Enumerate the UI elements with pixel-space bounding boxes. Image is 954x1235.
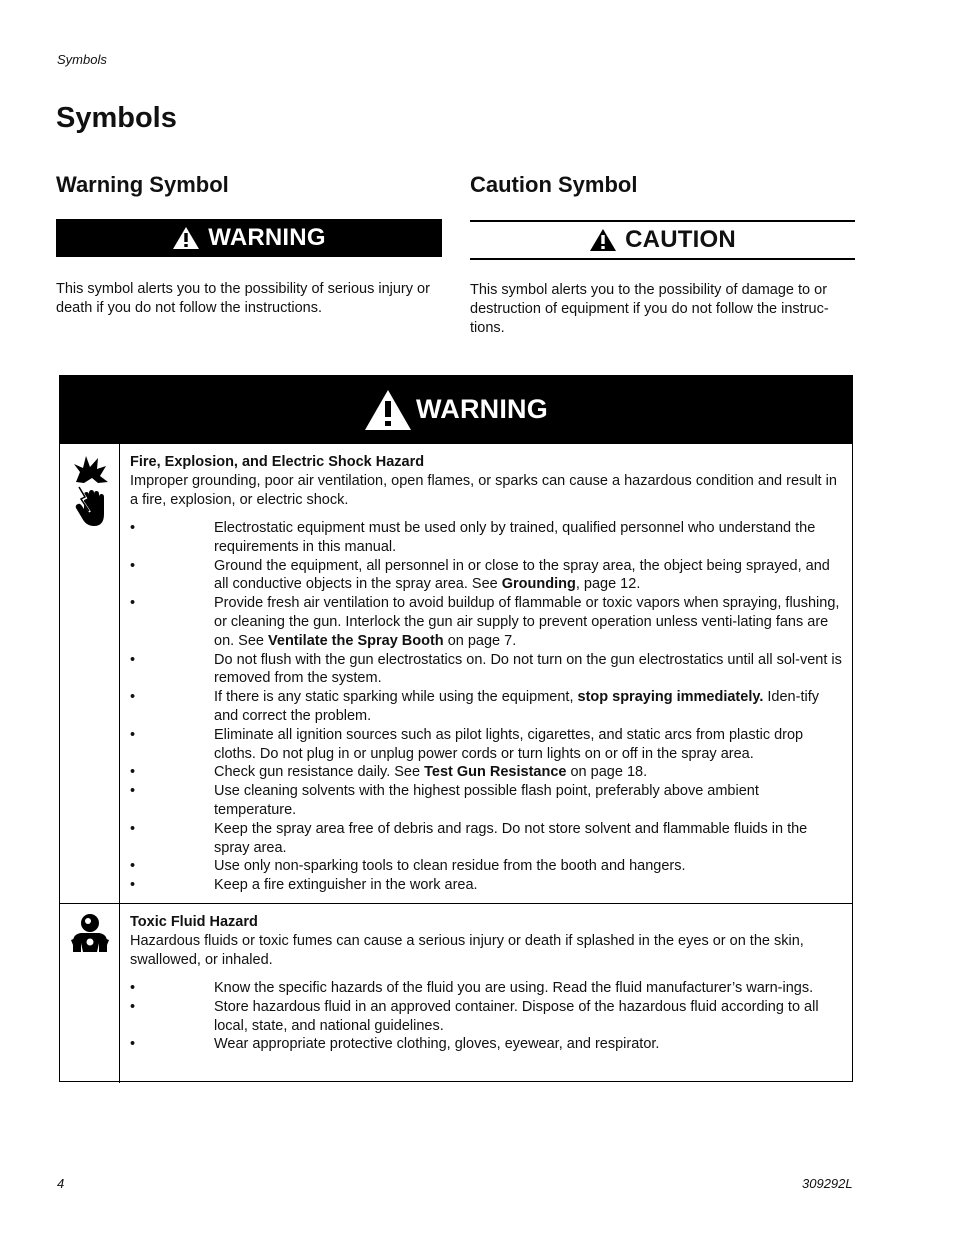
- caution-banner: [470, 220, 855, 260]
- bullet-text: Use only non-sparking tools to clean residue from the booth and hangers.: [214, 858, 686, 875]
- bullet-marker: •: [130, 877, 136, 894]
- caution-symbol-description: This symbol alerts you to the possibility of damage to or destruction of equipment if you do not follow the instruc-tions.: [470, 282, 829, 336]
- bullet-text: Keep the spray area free of debris and rags. Do not store solvent and flammable fluids in the spray area.: [214, 820, 808, 856]
- bullet-marker: •: [130, 998, 136, 1015]
- bullet-marker: •: [130, 1036, 136, 1053]
- bullet-text: Wear appropriate protective clothing, gloves, eyewear, and respirator.: [214, 1036, 660, 1053]
- page-number: 4: [57, 1176, 65, 1191]
- bullet-text: Use cleaning solvents with the highest possible flash point, preferably above ambient temperature.: [214, 783, 759, 818]
- hazard-icon-cell: [60, 444, 120, 903]
- bullet-text: Know the specific hazards of the fluid you are using. Read the fluid manufacturer’s warn-ings.: [214, 980, 814, 996]
- bullet-text: Provide fresh air ventilation to avoid buildup of flammable or toxic vapors when spraying, flushing, or cleaning the gun. Interlock the gun air supply to prevent operation unless venti-lating fans are on. See: [214, 595, 840, 649]
- bullet-marker: •: [130, 689, 136, 706]
- bullet-text: Keep a fire extinguisher in the work area.: [214, 877, 478, 894]
- bullet-marker: •: [130, 557, 136, 574]
- hazard-title: Toxic Fluid Hazard: [130, 914, 258, 930]
- warning-banner-label: WARNING: [208, 224, 326, 251]
- bullet-text: Store hazardous fluid in an approved container. Dispose of the hazardous fluid according to all local, state, and national guidelines.: [214, 998, 819, 1034]
- hazard-bullet-item: [130, 782, 845, 820]
- warning-symbol-heading: Warning Symbol: [56, 172, 229, 197]
- warning-table: [59, 375, 853, 1082]
- hazard-bullet-item: [130, 1035, 845, 1054]
- bullet-text: Do not flush with the gun electrostatics on. Do not turn on the gun electrostatics until all sol-vent is removed from the system.: [214, 651, 842, 687]
- bullet-marker: •: [130, 726, 136, 743]
- bullet-marker: •: [130, 520, 136, 536]
- warning-triangle-icon: [172, 226, 200, 250]
- bullet-emphasis: Grounding: [501, 576, 576, 593]
- hazard-bullet-item: [130, 726, 845, 764]
- hazard-bullet-item: [130, 763, 845, 782]
- warning-banner: [56, 219, 442, 257]
- page-title: Symbols: [56, 102, 177, 134]
- bullet-text: Electrostatic equipment must be used only by trained, qualified personnel who understand the requirements in this manual.: [214, 520, 816, 555]
- hazard-title: Fire, Explosion, and Electric Shock Hazard: [130, 454, 425, 470]
- bullet-text: Eliminate all ignition sources such as pilot lights, cigarettes, and static arcs from plastic drop cloths. Do not plug in or unplug power cords or turn lights on or off in the spray area.: [214, 726, 804, 762]
- warning-table-header: [60, 376, 852, 443]
- bullet-marker: •: [130, 820, 136, 837]
- hazard-bullet-item: [130, 651, 845, 689]
- warning-table-header-label: WARNING: [416, 394, 548, 424]
- running-head: Symbols: [57, 52, 107, 67]
- hazard-intro: Hazardous fluids or toxic fumes can cause a serious injury or death if splashed in the eyes or on the skin, swallowed, or inhaled.: [130, 933, 804, 968]
- toxic-fluid-icon: [69, 912, 111, 952]
- hazard-icon-cell: [60, 904, 120, 1083]
- hazard-bullet-item: [130, 557, 845, 595]
- hazard-bullet-list: [130, 519, 845, 895]
- bullet-text: on page 7.: [443, 632, 517, 649]
- bullet-text: Check gun resistance daily. See: [214, 764, 425, 781]
- bullet-text: Iden-tify and correct the problem.: [214, 689, 819, 724]
- hazard-bullet-item: [130, 876, 845, 895]
- hazard-row-toxic: [60, 903, 852, 1083]
- hazard-bullet-item: [130, 857, 845, 876]
- caution-symbol-heading: Caution Symbol: [470, 172, 638, 197]
- hazard-bullet-item: [130, 594, 845, 650]
- bullet-marker: •: [130, 764, 136, 781]
- bullet-marker: •: [130, 651, 136, 668]
- warning-symbol-description: This symbol alerts you to the possibility of serious injury or death if you do not follow the instructions.: [56, 281, 430, 316]
- bullet-marker: •: [130, 595, 136, 612]
- caution-triangle-icon: [589, 228, 617, 252]
- document-number: 309292L: [802, 1176, 853, 1191]
- hazard-content-fire: [130, 454, 845, 895]
- bullet-marker: •: [130, 858, 136, 875]
- bullet-marker: •: [130, 980, 136, 996]
- fire-explosion-shock-icon: [70, 454, 110, 530]
- hazard-bullet-item: [130, 688, 845, 726]
- bullet-text: If there is any static sparking while using the equipment,: [214, 689, 578, 706]
- hazard-content-toxic: [130, 914, 845, 1054]
- bullet-text: Ground the equipment, all personnel in or close to the spray area, the object being sprayed, and all conductive objects in the spray area. See: [214, 557, 830, 593]
- bullet-emphasis: Test Gun Resistance: [424, 764, 567, 781]
- hazard-bullet-item: [130, 820, 845, 858]
- hazard-bullet-item: [130, 979, 845, 998]
- warning-triangle-icon: [364, 389, 412, 431]
- hazard-intro: Improper grounding, poor air ventilation, open flames, or sparks can cause a hazardous condition and result in a fire, explosion, or electric shock.: [130, 473, 837, 508]
- caution-banner-label: CAUTION: [625, 226, 736, 253]
- bullet-emphasis: Ventilate the Spray Booth: [268, 632, 444, 649]
- bullet-emphasis: stop spraying immediately.: [577, 689, 764, 706]
- hazard-bullet-item: [130, 519, 845, 557]
- bullet-marker: •: [130, 783, 136, 800]
- bullet-text: , page 12.: [575, 576, 641, 593]
- hazard-row-fire: [60, 443, 852, 903]
- hazard-bullet-list: [130, 979, 845, 1054]
- bullet-text: on page 18.: [566, 764, 648, 781]
- hazard-bullet-item: [130, 998, 845, 1036]
